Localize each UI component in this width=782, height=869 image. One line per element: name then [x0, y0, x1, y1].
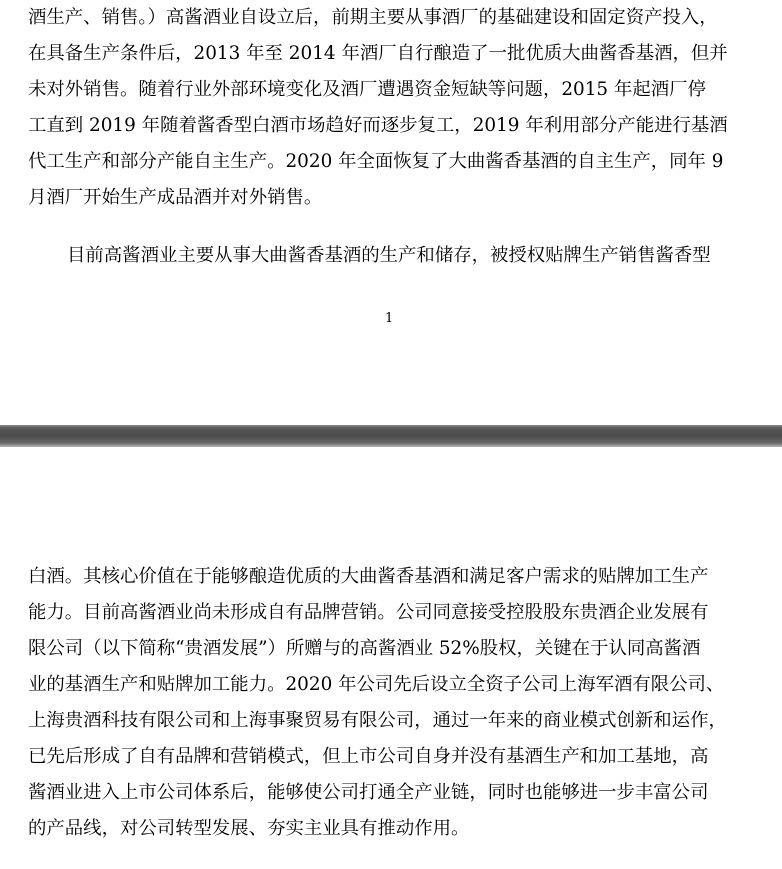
document-page-bottom: [0, 447, 782, 869]
text-line: 能力。目前高酱酒业尚未形成自有品牌营销。公司同意接受控股股东贵酒企业发展有: [28, 602, 709, 623]
text-line: 工直到 2019 年随着酱香型白酒市场趋好而逐步复工，2019 年利用部分产能进行基酒: [28, 115, 728, 136]
text-line: 酱酒业进入上市公司体系后，能够使公司打通全产业链，同时也能够进一步丰富公司: [28, 782, 709, 803]
document-page-top: [0, 0, 782, 425]
text-line: 业的基酒生产和贴牌加工能力。2020 年公司先后设立全资子公司上海军酒有限公司、: [28, 674, 725, 695]
text-line: 在具备生产条件后，2013 年至 2014 年酒厂自行酿造了一批优质大曲酱香基酒，但并: [28, 43, 728, 64]
text-line: 已先后形成了自有品牌和营销模式，但上市公司自身并没有基酒生产和加工基地，高: [28, 746, 709, 767]
text-line: 酒生产、销售。）高酱酒业自设立后，前期主要从事酒厂的基础建设和固定资产投入，: [28, 7, 718, 28]
text-line: 白酒。其核心价值在于能够酿造优质的大曲酱香基酒和满足客户需求的贴牌加工生产: [28, 566, 709, 587]
text-line: 的产品线，对公司转型发展、夯实主业具有推动作用。: [28, 818, 470, 839]
paragraph-first-line: 目前高酱酒业主要从事大曲酱香基酒的生产和储存，被授权贴牌生产销售酱香型: [67, 245, 711, 266]
page-separator: [0, 425, 782, 447]
text-line: 上海贵酒科技有限公司和上海事聚贸易有限公司，通过一年来的商业模式创新和运作，: [28, 710, 727, 731]
text-line: 月酒厂开始生产成品酒并对外销售。: [28, 187, 323, 208]
text-line: 代工生产和部分产能自主生产。2020 年全面恢复了大曲酱香基酒的自主生产，同年 9: [28, 151, 724, 172]
page-number: 1: [385, 311, 394, 326]
text-line: 未对外销售。随着行业外部环境变化及酒厂遭遇资金短缺等问题，2015 年起酒厂停: [28, 79, 706, 100]
text-line: 限公司（以下简称“贵酒发展”）所赠与的高酱酒业 52%股权，关键在于认同高酱酒: [28, 638, 701, 659]
